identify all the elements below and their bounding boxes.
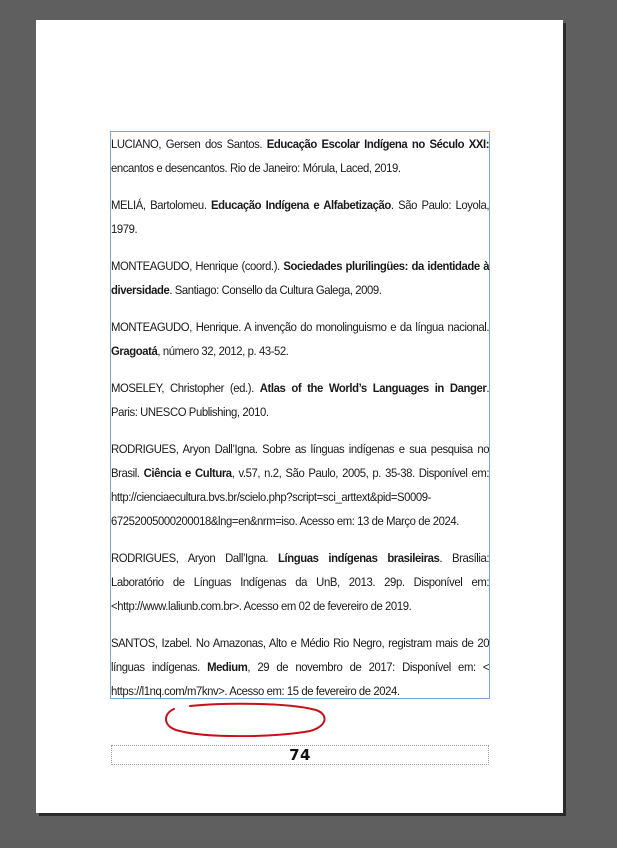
reference-title: Gragoatá <box>111 344 158 358</box>
reference-title: Educação Indígena e Alfabetização <box>211 198 391 212</box>
page-number: 74 <box>289 746 311 764</box>
reference-text: RODRIGUES, Aryon Dall’Igna. Sobre as línguas indígenas e sua pesquisa no Brasil. <box>111 442 490 480</box>
reference-text: LUCIANO, Gersen dos Santos. <box>111 137 267 151</box>
reference-title: Educação Escolar Indígena no Século XXI: <box>266 137 490 151</box>
reference-title: Sociedades plurilingües: da identidade à diversidade <box>111 259 490 297</box>
reference-entry <box>111 315 489 363</box>
reference-entry <box>111 546 489 618</box>
reference-text: RODRIGUES, Aryon Dall’Igna. <box>111 551 279 565</box>
reference-title: Línguas indígenas brasileiras <box>278 551 440 565</box>
reference-text: MOSELEY, Christopher (ed.). <box>111 381 260 395</box>
reference-title: Ciência e Cultura <box>143 466 232 480</box>
reference-text: . Paris: UNESCO Publishing, 2010. <box>111 381 490 419</box>
red-circle-annotation <box>160 701 328 737</box>
reference-entry <box>111 437 489 533</box>
reference-title: Atlas of the World’s Languages in Danger <box>259 381 487 395</box>
reference-text: MELIÁ, Bartolomeu. <box>111 198 212 212</box>
reference-text: , 29 de novembro de 2017: Disponível em: < https://l1nq.com/m7knv>. Acesso em: 15 de fevereiro de 2024. <box>111 660 490 698</box>
reference-entry <box>111 254 489 302</box>
reference-text: . São Paulo: Loyola, 1979. <box>111 198 490 236</box>
reference-text: encantos e desencantos. Rio de Janeiro: Mórula, Laced, 2019. <box>111 161 401 175</box>
reference-entry <box>111 132 489 180</box>
reference-text: MONTEAGUDO, Henrique (coord.). <box>111 259 284 273</box>
reference-text: . Brasília: Laboratório de Línguas Indígenas da UnB, 2013. 29p. Disponível em: <http://www.laliunb.com.br>. Acesso em 02 de fevereiro de 2019. <box>111 551 490 613</box>
reference-text: . Santiago: Consello da Cultura Galega, 2009. <box>169 283 382 297</box>
reference-text: , v.57, n.2, São Paulo, 2005, p. 35-38. Disponível em: http://cienciaecultura.bvs.br/scielo.php?script=sci_arttext&pid=S0009-67252005000200018&lng=en&nrm=iso. Acesso em: 13 de Março de 2024. <box>111 466 490 528</box>
reference-entry <box>111 631 489 703</box>
reference-entry <box>111 193 489 241</box>
reference-text: MONTEAGUDO, Henrique. A invenção do monolinguismo e da língua nacional. <box>111 320 490 334</box>
reference-text: SANTOS, Izabel. No Amazonas, Alto e Médio Rio Negro, registram mais de 20 línguas indígenas. <box>111 636 490 674</box>
page-number-frame <box>111 745 489 765</box>
reference-title: Medium <box>207 660 248 674</box>
reference-text: , número 32, 2012, p. 43-52. <box>157 344 289 358</box>
reference-list <box>111 132 489 698</box>
document-page <box>36 20 563 813</box>
reference-entry <box>111 376 489 424</box>
